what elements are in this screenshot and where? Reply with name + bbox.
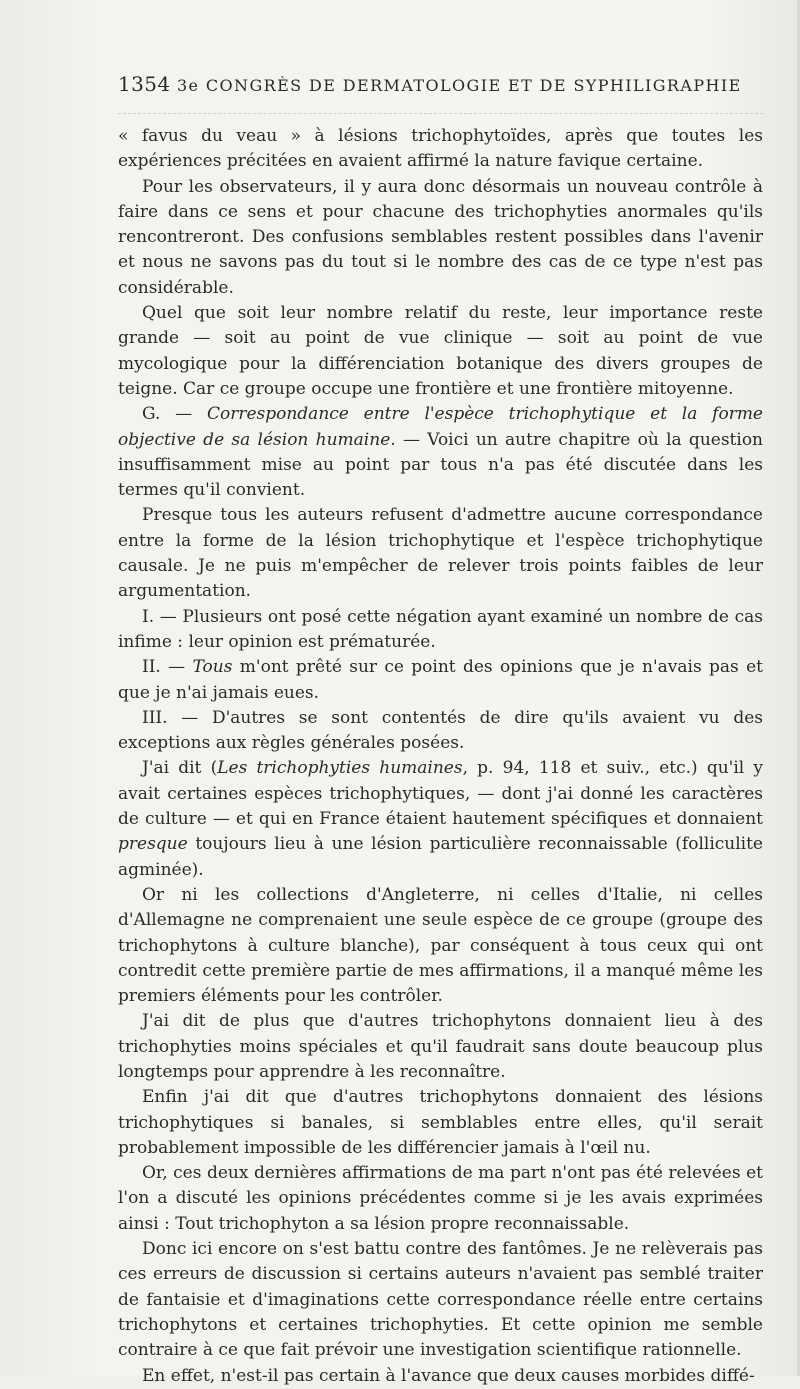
paragraph: Quel que soit leur nombre relatif du reste, leur importance reste grande — soit au point de vue clinique — soit au point de vue mycologique pour la différenciation botanique des divers groupes de teigne. Car ce groupe occupe une frontière et une frontière mitoyenne. <box>118 303 763 399</box>
emphasis: Tous <box>192 657 233 678</box>
body-text <box>118 124 763 1389</box>
paragraph: I. — Plusieurs ont posé cette négation ayant examiné un nombre de cas infime : leur opinion est prématurée. <box>118 606 763 652</box>
paragraph-text: II. — <box>142 657 193 678</box>
section-marker: G. — <box>142 404 207 425</box>
running-header <box>118 72 763 96</box>
paragraph-section-g <box>118 402 763 503</box>
paragraph: Or ni les collections d'Angleterre, ni celles d'Italie, ni celles d'Allemagne ne comprenaient une seule espèce de ce groupe (groupe des trichophytons à culture blanche), par conséquent à tous ceux qui ont contredit cette première partie de mes affirmations, il a manqué même les premiers éléments pour les contrôler. <box>118 884 763 1007</box>
paragraph: J'ai dit de plus que d'autres trichophytons donnaient lieu à des trichophyties moins spéciales et qu'il faudrait sans doute beaucoup plus longtemps pour apprendre à les reconnaître. <box>118 1011 763 1082</box>
paragraph: Enfin j'ai dit que d'autres trichophytons donnaient des lésions trichophytiques si banales, si semblables entre elles, qu'il serait probablement impossible de les différencier jamais à l'œil nu. <box>118 1087 763 1158</box>
paragraph-text: , p. 94, 118 et suiv., etc.) qu'il y avait certaines espèces trichophytiques, — dont j'ai donné les caractères de culture — et qui en France étaient hautement spécifiques et donnaient <box>118 758 764 830</box>
paragraph: Presque tous les auteurs refusent d'admettre aucune correspondance entre la forme de la lésion trichophytique et l'espèce trichophytique causale. Je ne puis m'empêcher de relever trois points faibles de leur argumentation. <box>118 505 763 602</box>
paragraph: « favus du veau » à lésions trichophytoïdes, après que toutes les expériences précitées en avaient affirmé la nature favique certaine. <box>118 126 763 172</box>
running-title: 3e CONGRÈS DE DERMATOLOGIE ET DE SYPHILIGRAPHIE <box>176 76 742 95</box>
paragraph-text: toujours lieu à une lésion particulière reconnaissable (folliculite agminée). <box>118 834 763 880</box>
paragraph: III. — D'autres se sont contentés de dire qu'ils avaient vu des exceptions aux règles générales posées. <box>118 707 763 754</box>
paragraph <box>118 756 763 882</box>
emphasis: presque <box>118 834 188 855</box>
paragraph-text: m'ont prêté sur ce point des opinions que je n'avais pas et que je n'ai jamais eues. <box>118 657 763 703</box>
paragraph: En effet, n'est-il pas certain à l'avance que deux causes morbides diffé- <box>142 1365 755 1386</box>
paragraph: Or, ces deux dernières affirmations de ma part n'ont pas été relevées et l'on a discuté les opinions précédentes comme si je les avais exprimées ainsi : Tout trichophyton a sa lésion propre reconnaissable. <box>118 1163 763 1234</box>
paragraph: Pour les observateurs, il y aura donc désormais un nouveau contrôle à faire dans ce sens et pour chacune des trichophyties anormales qu'ils rencontreront. Des confusions semblables restent possibles dans l'avenir et nous ne savons pas du tout si le nombre des cas de ce type n'est pas considérable. <box>118 176 763 298</box>
paragraph: Donc ici encore on s'est battu contre des fantômes. Je ne relèverais pas ces erreurs de discussion si certains auteurs n'avaient pas semblé traiter de fantaisie et d'imaginations cette correspondance réelle entre certains trichophytons et certaines trichophyties. Et cette opinion me semble contraire à ce que fait prévoir une investigation scientifique rationnelle. <box>118 1239 763 1361</box>
paragraph <box>118 655 763 706</box>
paragraph-text: — Voici un autre chapitre où la question insuffisamment mise au point par tous n'a pas été discutée dans les termes qu'il convient. <box>118 429 764 501</box>
page-number: 1354 <box>118 72 171 96</box>
book-title: Les trichophyties humaines <box>217 758 463 779</box>
paragraph-text: J'ai dit ( <box>142 758 218 779</box>
section-heading: Correspondance entre l'espèce trichophytique et la forme objective de sa lésion humaine. <box>118 404 763 450</box>
header-rule <box>118 113 763 114</box>
